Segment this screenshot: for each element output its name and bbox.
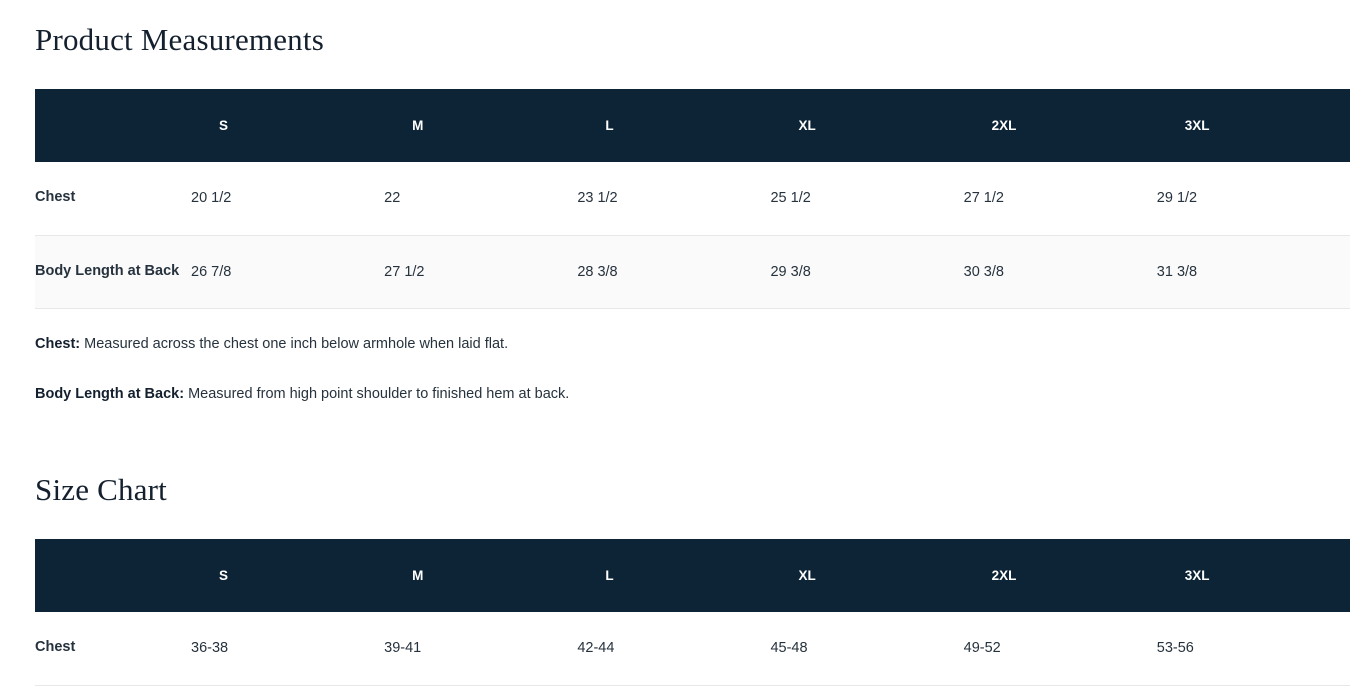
cell-chest-m: 22: [384, 162, 577, 235]
cell-chest-3xl: 29 1/2: [1157, 162, 1350, 235]
cell-chest-l: 23 1/2: [577, 162, 770, 235]
sc-column-header-xl: [770, 539, 963, 612]
size-chart-table-body: [35, 612, 1350, 685]
sc-column-header-l-label: L: [605, 568, 614, 583]
table-body: [35, 162, 1350, 308]
cell-body-length-s: 26 7/8: [191, 235, 384, 308]
column-header-3xl: [1157, 89, 1350, 162]
page-title-product-measurements: Product Measurements: [35, 22, 324, 57]
product-measurements-table-wrapper: [35, 89, 1350, 309]
sc-cell-chest-s: 36-38: [191, 612, 384, 685]
column-header-s-label: S: [219, 118, 229, 133]
column-header-l-label: L: [605, 118, 614, 133]
column-header-row-label: [35, 89, 191, 162]
cell-chest-s: 20 1/2: [191, 162, 384, 235]
column-header-2xl: [964, 89, 1157, 162]
sc-column-header-xl-label: XL: [798, 568, 816, 583]
table-header-row: [35, 89, 1350, 162]
cell-body-length-2xl: 30 3/8: [964, 235, 1157, 308]
sc-column-header-2xl-label: 2XL: [991, 568, 1017, 583]
cell-chest-2xl: 27 1/2: [964, 162, 1157, 235]
size-chart-table: [35, 539, 1350, 686]
cell-body-length-xl: 29 3/8: [770, 235, 963, 308]
sc-column-header-m: [384, 539, 577, 612]
column-header-2xl-label: 2XL: [991, 118, 1017, 133]
cell-body-length-3xl: 31 3/8: [1157, 235, 1350, 308]
sc-column-header-l: [577, 539, 770, 612]
sc-cell-chest-l: 42-44: [577, 612, 770, 685]
note-chest: [35, 334, 1235, 356]
sc-cell-chest-m: 39-41: [384, 612, 577, 685]
table-row: [35, 235, 1350, 308]
cell-body-length-m: 27 1/2: [384, 235, 577, 308]
note-body-length-text: Measured from high point shoulder to finished hem at back.: [184, 385, 570, 402]
sc-column-header-3xl: [1157, 539, 1350, 612]
sc-column-header-2xl: [964, 539, 1157, 612]
page-title-size-chart: Size Chart: [35, 472, 167, 507]
row-label-body-length-at-back: Body Length at Back: [35, 235, 191, 308]
sc-column-header-s: [191, 539, 384, 612]
note-chest-term: Chest:: [35, 336, 81, 352]
size-chart-table-header: [35, 539, 1350, 612]
note-body-length-term: Body Length at Back:: [35, 385, 185, 402]
column-header-xl-label: XL: [798, 118, 816, 133]
sc-column-header-m-label: M: [412, 568, 424, 583]
sc-row-label-chest: Chest: [35, 612, 191, 685]
table-row: [35, 612, 1350, 685]
note-chest-text: Measured across the chest one inch below armhole when laid flat.: [80, 336, 509, 352]
sc-column-header-3xl-label: 3XL: [1184, 568, 1210, 583]
column-header-xl: [770, 89, 963, 162]
table-header: [35, 89, 1350, 162]
table-header-row: [35, 539, 1350, 612]
measurement-notes: [35, 334, 1235, 434]
column-header-l: [577, 89, 770, 162]
product-measurements-table: [35, 89, 1350, 309]
cell-body-length-l: 28 3/8: [577, 235, 770, 308]
row-label-chest: Chest: [35, 162, 191, 235]
note-body-length: [35, 384, 1235, 406]
column-header-s: [191, 89, 384, 162]
table-row: [35, 162, 1350, 235]
sc-cell-chest-3xl: 53-56: [1157, 612, 1350, 685]
column-header-3xl-label: 3XL: [1184, 118, 1210, 133]
sc-column-header-s-label: S: [219, 568, 229, 583]
column-header-m: [384, 89, 577, 162]
sc-cell-chest-2xl: 49-52: [964, 612, 1157, 685]
size-chart-table-wrapper: [35, 539, 1350, 686]
cell-chest-xl: 25 1/2: [770, 162, 963, 235]
column-header-m-label: M: [412, 118, 424, 133]
sc-cell-chest-xl: 45-48: [770, 612, 963, 685]
sc-column-header-row-label: [35, 539, 191, 612]
